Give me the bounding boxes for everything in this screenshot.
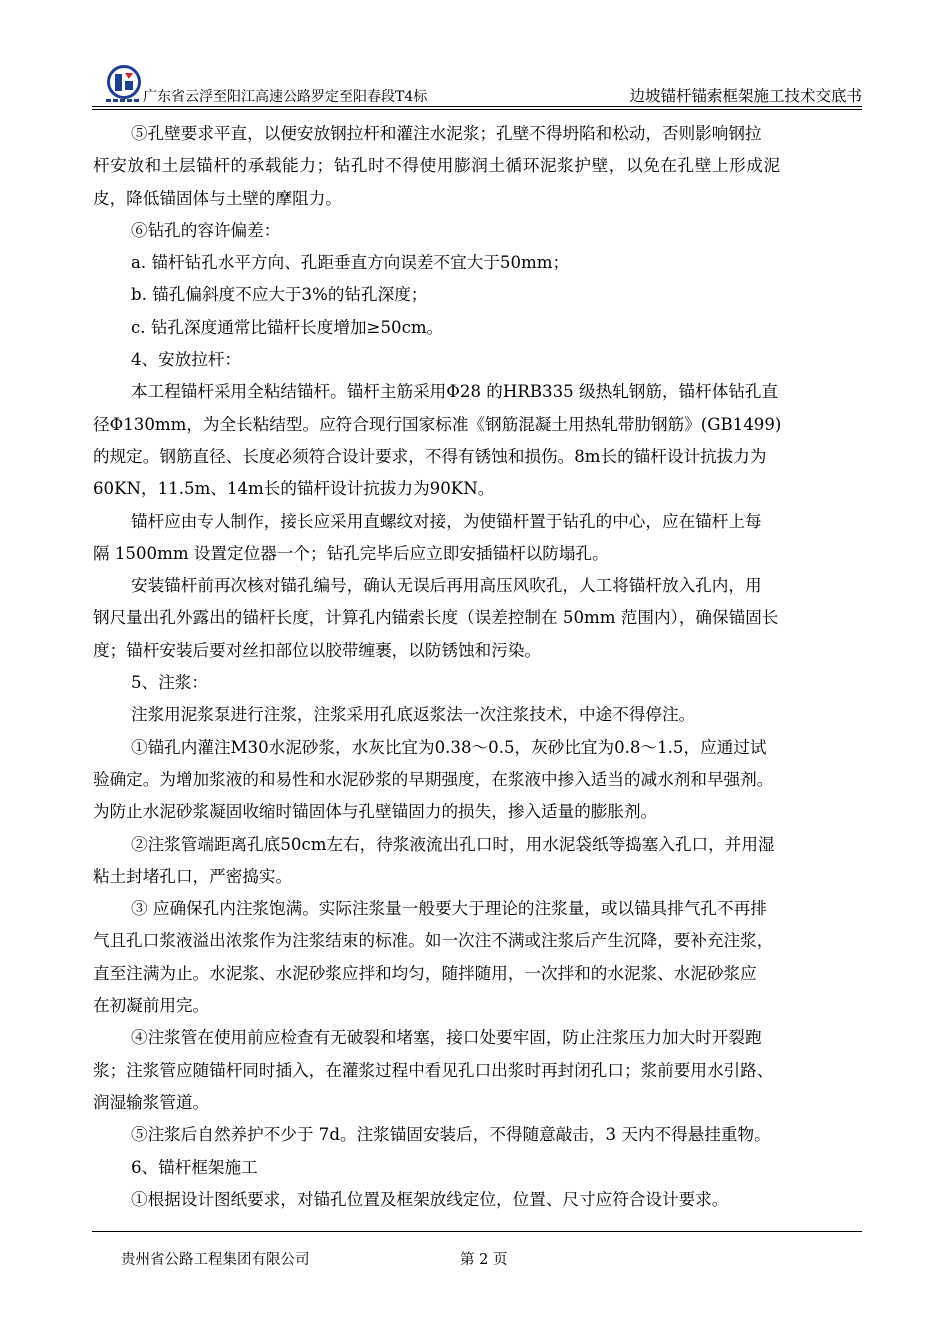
text-line: 验确定。为增加浆液的和易性和水泥砂浆的早期强度，在浆液中掺入适当的减水剂和早强剂。	[93, 769, 774, 789]
header-company: 广东省云浮至阳江高速公路罗定至阳春段T4标	[143, 89, 428, 105]
text-line: 粘土封堵孔口，严密捣实。	[93, 866, 293, 886]
text-line: ①锚孔内灌注M30水泥砂浆，水灰比宜为0.38～0.5，灰砂比宜为0.8～1.5，应通过试	[131, 737, 767, 757]
text-line: 润湿输浆管道。	[93, 1092, 210, 1112]
text-line: 5、注浆：	[131, 673, 208, 693]
text-line: 浆；注浆管应随锚杆同时插入，在灌浆过程中看见孔口出浆时再封闭孔口；浆前要用水引路、	[93, 1060, 774, 1080]
text-line: 度；锚杆安装后要对丝扣部位以胶带缠裹，以防锈蚀和污染。	[93, 640, 542, 660]
footer-company: 贵州省公路工程集团有限公司	[121, 1252, 310, 1268]
text-line: 径Φ130mm，为全长粘结型。应符合现行国家标准《钢筋混凝土用热轧带肋钢筋》(GB1499)	[93, 414, 782, 434]
page-number: 第 2 页	[460, 1252, 508, 1268]
text-line: ⑤注浆后自然养护不少于 7d。注浆锚固安装后，不得随意敲击，3 天内不得悬挂重物。	[131, 1125, 771, 1145]
text-line: 隔 1500mm 设置定位器一个；钻孔完毕后应立即安插锚杆以防塌孔。	[93, 543, 609, 563]
text-line: ①根据设计图纸要求，对锚孔位置及框架放线定位，位置、尺寸应符合设计要求。	[131, 1189, 729, 1209]
footer-rule	[92, 1231, 862, 1232]
body-text	[93, 118, 865, 1216]
text-line: 直至注满为止。水泥浆、水泥砂浆应拌和均匀，随拌随用，一次拌和的水泥浆、水泥砂浆应	[93, 963, 757, 983]
text-line: 在初凝前用完。	[93, 996, 210, 1016]
text-line: 钢尺量出孔外露出的锚杆长度，计算孔内锚索长度（误差控制在 50mm 范围内），确保锚固长	[93, 608, 779, 628]
text-line: 气且孔口浆液溢出浓浆作为注浆结束的标准。如一次注不满或注浆后产生沉降，要补充注浆，	[93, 931, 774, 951]
header-doc-title: 边坡锚杆锚索框架施工技术交底书	[629, 87, 862, 105]
text-line: 60KN，11.5m、14m长的锚杆设计抗拔力为90KN。	[93, 479, 495, 499]
text-line: c. 钻孔深度通常比锚杆长度增加≥50cm。	[131, 317, 444, 337]
text-line: 注浆用泥浆泵进行注浆，注浆采用孔底返浆法一次注浆技术，中途不得停注。	[131, 705, 696, 725]
text-line: ③ 应确保孔内注浆饱满。实际注浆量一般要大于理论的注浆量，或以锚具排气孔不再排	[131, 899, 767, 919]
text-line: 4、安放拉杆：	[131, 350, 242, 370]
text-line: 锚杆应由专人制作，接长应采用直螺纹对接，为使锚杆置于钻孔的中心，应在锚杆上每	[131, 511, 762, 531]
text-line: 安装锚杆前再次核对锚孔编号，确认无误后再用高压风吹孔，人工将锚杆放入孔内，用	[131, 576, 762, 596]
text-line: a. 锚杆钻孔水平方向、孔距垂直方向误差不宜大于50mm；	[131, 253, 570, 273]
text-line: 为防止水泥砂浆凝固收缩时锚固体与孔壁锚固力的损失，掺入适量的膨胀剂。	[93, 802, 658, 822]
text-line: 杆安放和土层锚杆的承载能力；钻孔时不得使用膨润土循环泥浆护壁，以免在孔壁上形成泥	[93, 156, 781, 176]
text-line: ⑥钻孔的容许偏差：	[131, 220, 281, 240]
text-line: ⑤孔壁要求平直，以便安放钢拉杆和灌注水泥浆；孔壁不得坍陷和松动，否则影响钢拉	[131, 124, 762, 143]
text-line: b. 锚孔偏斜度不应大于3%的钻孔深度；	[131, 285, 428, 305]
header-rule-thin	[92, 109, 862, 110]
text-line: 6、锚杆框架施工	[131, 1157, 258, 1177]
company-logo-icon	[104, 64, 144, 104]
text-line: ④注浆管在使用前应检查有无破裂和堵塞，接口处要牢固，防止注浆压力加大时开裂跑	[131, 1028, 762, 1048]
text-line: 皮，降低锚固体与土壁的摩阻力。	[93, 188, 342, 208]
text-line: 本工程锚杆采用全粘结锚杆。锚杆主筋采用Φ28 的HRB335 级热轧钢筋，锚杆体钻孔直	[131, 382, 779, 402]
header-rule	[92, 106, 862, 107]
text-line: 的规定。钢筋直径、长度必须符合设计要求，不得有锈蚀和损伤。8m长的锚杆设计抗拔力为	[93, 446, 767, 466]
text-line: ②注浆管端距离孔底50cm左右，待浆液流出孔口时，用水泥袋纸等捣塞入孔口，并用湿	[131, 834, 775, 854]
